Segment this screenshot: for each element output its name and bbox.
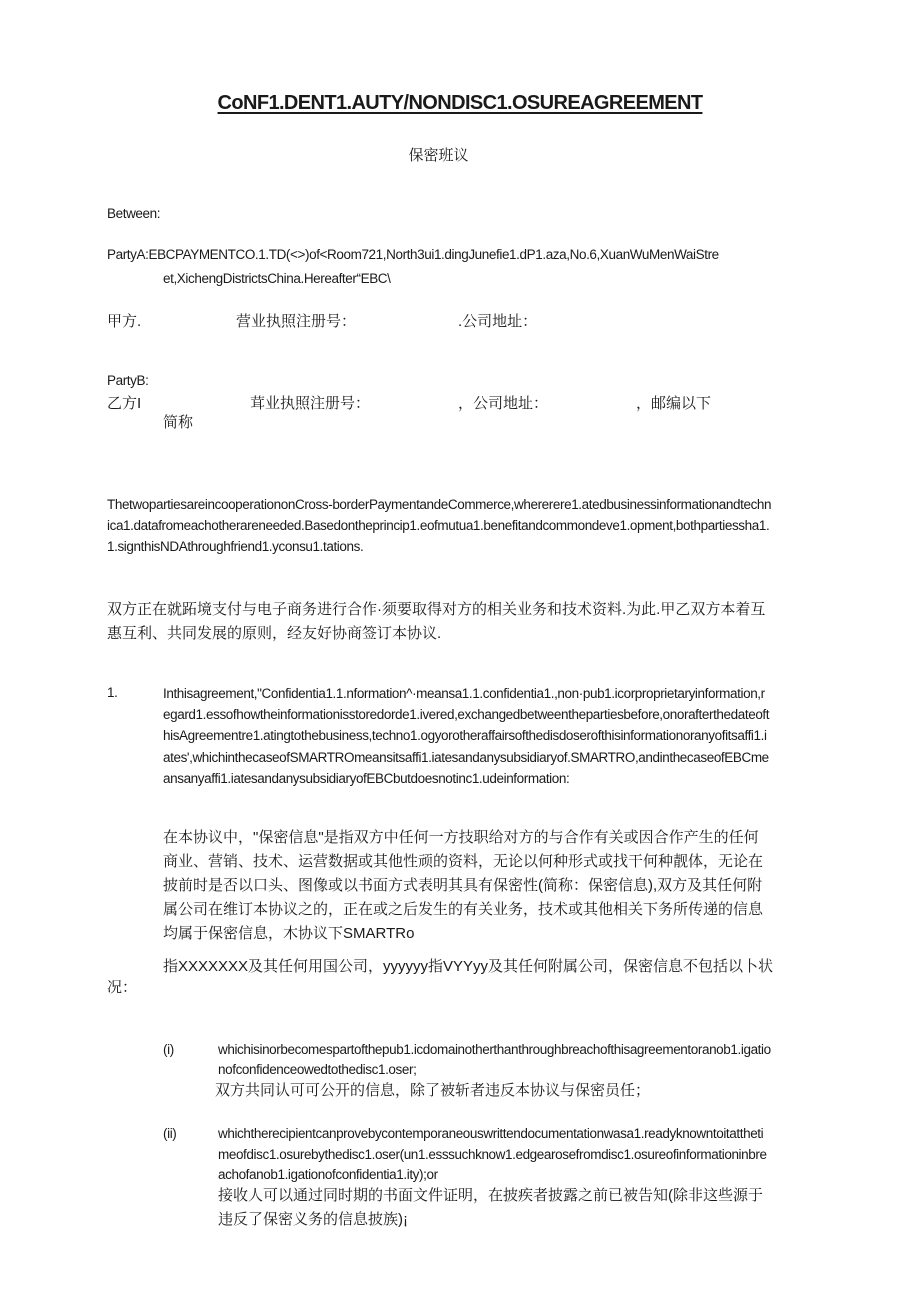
party-b-zh-short: 简称 [163, 414, 194, 431]
item-ii-zh: 接收人可以通过同时期的书面文件证明，在披疾者披露之前已被告知(除非这些源于违反了保密义务的信息披族)¡ [218, 1187, 763, 1228]
clause-1-number: 1. [107, 685, 118, 700]
item-i-en: whichisinorbecomespartofthepub1.icdomainotherthanthroughbreachofthisagreementoranob1.igationofconfidenceowedtothedisc1.oser; [218, 1042, 771, 1077]
party-a-zh-license: 营业执照注册号： [236, 313, 357, 330]
clause-1-zh2-line1: 指XXXXXXX及其任何用国公司，yyyyyy指VYYyy及其任何附属公司，保密信息不包括以卜状 [163, 958, 774, 975]
clause-1-en: Inthisagreement,"Confidentia1.1.nformation^·meansa1.1.confidentia1.,non·pub1.icorproprietaryinformation,regard1.essofhowtheinformationisstoredorde1.ivered,exchangedbetweenthepartiesbefore,onorafterthedateofthisAgreementre1.atingtothebusiness,techno1.ogyorotheraffairsofthedisdoserofthisinformationoranyofitsaffi1.iates',whichinthecaseofSMARTROmeansitsaffi1.iatesandanysubsidiaryof.SMARTRO,andinthecaseofEBCmeansanyaffi1.iatesandanysubsidiaryofEBCbutdoesnotinc1.udeinformation: [163, 686, 770, 786]
item-ii-en: whichtherecipientcanprovebycontemporaneouswrittendocumentationwasa1.readyknowntoitatthetimeofdisc1.osurebythedisc1.oser(un1.esssuchknow1.edgearosefromdisc1.osureofinformationinbreachofanob1.igationofconfidentia1.ity);or [218, 1126, 767, 1182]
party-a-zh-label: 甲方. [107, 313, 142, 330]
item-i-zh: 双方共同认可可公开的信息，除了被斩者违反本协议与保密员任； [215, 1082, 651, 1099]
party-a-en-line2: et,XichengDistrictsChina.Hereafter“EBC\ [163, 271, 391, 286]
clause-1-zh: 在本协议中，"保密信息"是指双方中任何一方技职给对方的与合作有关或因合作产生的任何商业、营销、技术、运营数据或其他性顽的资料，无论以何种形式或找干何种靓体，无论在披前时是否以口头、图像或以书面方式表明其具有保密性(简称：保密信息),双方及其任何附属公司在维订本协议之的，正在或之后发生的有关业务，技术或其他相关下务所传递的信息均属于保密信息，木协议下SMARTRo [163, 829, 764, 942]
document-subtitle: 保密班议 [408, 147, 469, 164]
document-title: CoNF1.DENT1.AUTY/NONDISC1.OSUREAGREEMENT [217, 92, 703, 114]
clause-1-zh2-line2: 况： [107, 979, 138, 996]
party-b-en-label: PartyB: [107, 373, 149, 388]
intro-zh: 双方正在就跖境支付与电子商务进行合作·须要取得对方的相关业务和技术资料.为此.甲乙双方本着互惠互利、共同发展的原则，经友好协商签订本协议. [107, 601, 766, 642]
party-b-zh-license: 茸业执照注册号： [250, 395, 371, 412]
party-b-zh-label: 乙方I [107, 395, 142, 412]
party-b-zh-address: ，公司地址： [458, 395, 549, 412]
party-a-en-line1: PartyA:EBCPAYMENTCO.1.TD(<>)of<Room721,North3ui1.dingJunefie1.dP1.aza,No.6,XuanWuMenWaiStre [107, 247, 719, 262]
item-ii-marker: (ii) [163, 1126, 177, 1141]
party-a-zh-address: .公司地址： [458, 313, 538, 330]
party-b-zh-postcode: ，邮编以下 [636, 395, 712, 412]
intro-en: ThetwopartiesareincooperationonCross-borderPaymentandeCommerce,whererere1.atedbusinessinformationandtechnica1.datafromeachotherareneeded.Basedontheprincip1.eofmutua1.benefitandcommondeve1.opment,bothpartiessha1.1.signthisNDAthroughfriend1.yconsu1.tations. [107, 497, 772, 554]
between-label: Between: [107, 206, 161, 221]
item-i-marker: (i) [163, 1042, 174, 1057]
